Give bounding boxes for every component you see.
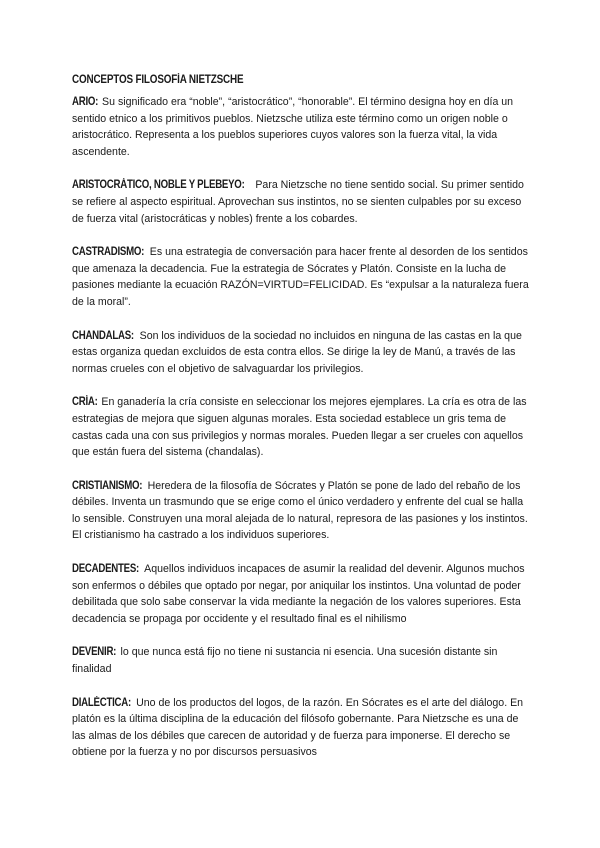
entry-text: Heredera de la filosofía de Sócrates y Platón se pone de lado del rebaño de los débiles. Inventa un trasmundo que se erige como el único verdadero y enfrente del cual se halla lo sensible. Construyen una moral alejada de lo natural, represora de las pasiones y los instintos. [72, 479, 528, 525]
entry-extra-text: El cristianismo ha castrado a los individuos superiores. [72, 529, 330, 542]
entry-ario [72, 94, 532, 160]
entry-term: CASTRADISMO: [72, 246, 145, 259]
entry-term: DIALÉCTICA: [72, 696, 131, 709]
entry-chandalas [72, 328, 532, 378]
document-title: CONCEPTOS FILOSOFÍA NIETZSCHE [72, 74, 244, 86]
document-page [72, 72, 532, 761]
entry-text: Para Nietzsche no tiene sentido social. Su primer sentido se refiere al aspecto espiritual. Aprovechan sus instintos, no se sienten culpables por su exceso de fuerza vital (aristocráticas y nobles) frente a los cobardes. [72, 179, 524, 225]
entry-term: CRÍA: [72, 396, 98, 409]
entry-cria [72, 394, 532, 460]
entry-devenir [72, 644, 532, 677]
entry-text: lo que nunca está fijo no tiene ni sustancia ni esencia. Una sucesión distante sin finalidad [72, 646, 498, 676]
entry-term: DEVENIR: [72, 646, 117, 659]
entry-decadentes [72, 561, 532, 627]
entry-aristocratico [72, 177, 532, 227]
entry-term: DECADENTES: [72, 563, 140, 576]
entry-term: ARIO: [72, 96, 99, 108]
entry-term: CHANDALAS: [72, 329, 134, 342]
entry-term: CRISTIANISMO: [72, 479, 143, 492]
entry-text: Aquellos individuos incapaces de asumir la realidad del devenir. Algunos muchos son enfermos o débiles que optado por negar, por aniquilar los instintos. Una voluntad de poder debilitada que solo sabe conservar la vida mediante la negación de los valores superiores. Esta decadencia se propaga por occidente y el resultado final es el nihilismo [72, 563, 525, 625]
entry-term: ARISTOCRÁTICO, NOBLE Y PLEBEYO: [72, 179, 245, 192]
entry-text: Su significado era “noble”, “aristocrático”, “honorable”. El término designa hoy en día un sentido etnico a los primitivos pueblos. Nietzsche utiliza este término como un origen noble o aristocrático. Representa a los pueblos superiores cuyos valores son la fuerza vital, la vida ascendente. [72, 96, 514, 158]
entry-cristianismo [72, 478, 532, 528]
entry-text: En ganadería la cría consiste en seleccionar los mejores ejemplares. La cría es otra de las estrategias de mejora que siguen algunas morales. Esta sociedad establece un gris tema de castas cada una con sus privilegios y normas morales. Pueden llegar a ser crueles con aquellos que están fuera del sistema (chandalas). [72, 396, 527, 459]
entry-castradismo [72, 244, 532, 310]
entry-text: Es una estrategia de conversación para hacer frente al desorden de los sentidos que amenaza la decadencia. Fue la estrategia de Sócrates y Platón. Consiste en la lucha de pasiones mediante la ecuación RAZÓN=VIRTUD=FELICIDAD. Es “expulsar a la naturaleza fuera de la moral”. [72, 246, 529, 308]
entry-text: Son los individuos de la sociedad no incluidos en ninguna de las castas en la que estas organiza quedan excluidos de esta contra ellos. Se dirige la ley de Manú, a través de las normas crueles con el objetivo de salvaguardar los privilegios. [72, 329, 522, 375]
entry-dialectica [72, 695, 532, 761]
entry-text: Uno de los productos del logos, de la razón. En Sócrates es el arte del diálogo. En platón es la última disciplina de la educación del filósofo gobernante. Para Nietzsche es una de las almas de los débiles que carecen de autoridad y de fuerza para imponerse. El derecho se obtiene por la fuerza y no por discursos persuasivos [72, 696, 524, 759]
